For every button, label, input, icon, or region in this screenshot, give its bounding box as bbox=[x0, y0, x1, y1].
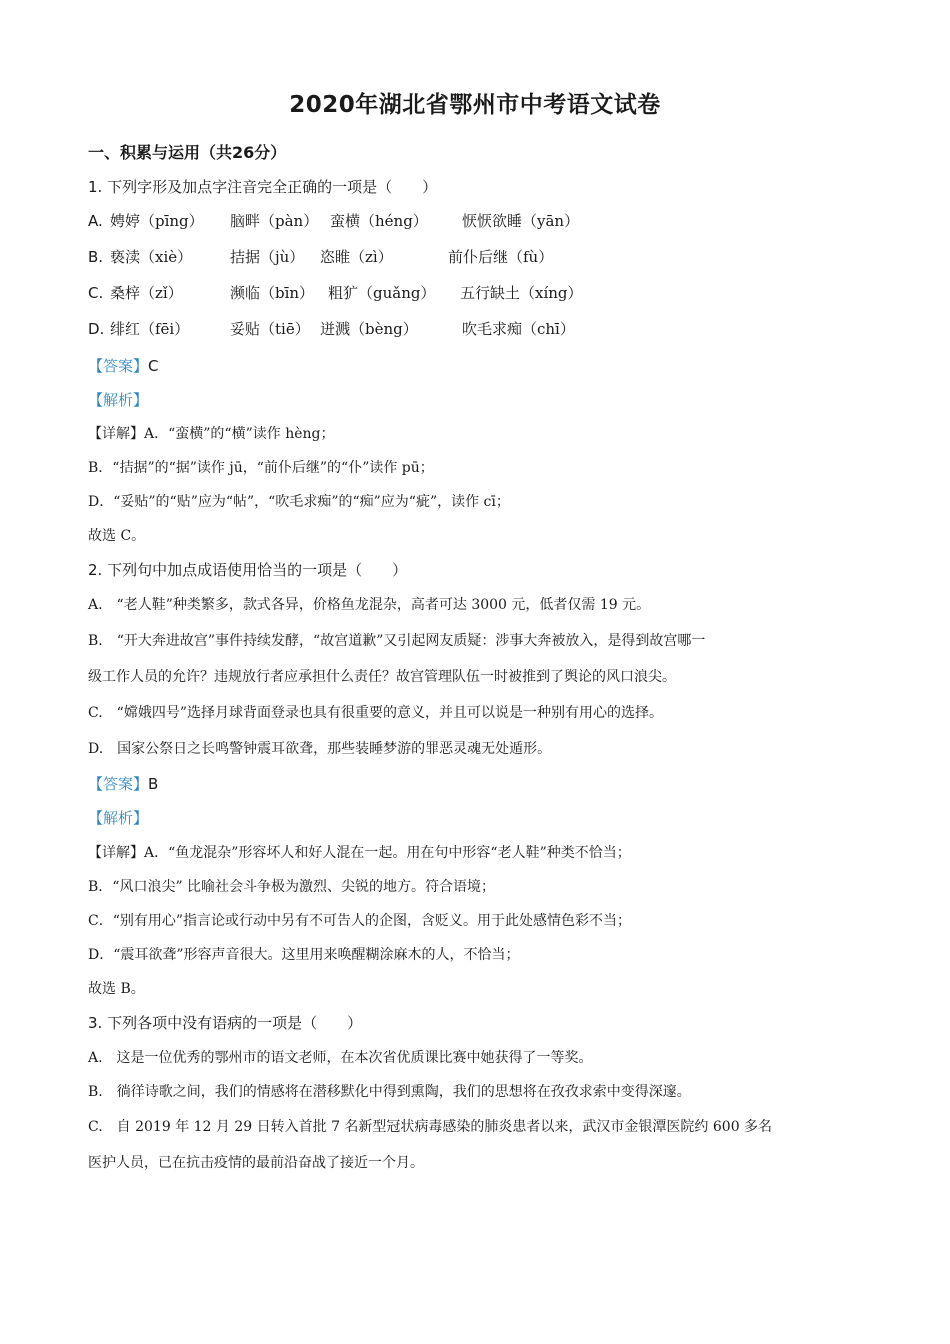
question-1-stem: 1. 下列字形及加点字注音完全正确的一项是（ ） bbox=[88, 178, 438, 196]
option-item: 娉婷（pīng） bbox=[110, 212, 204, 230]
option-item: 桑梓（zǐ） bbox=[110, 284, 183, 302]
option-item: 亵渎（xiè） bbox=[110, 248, 193, 266]
option-label: D. bbox=[88, 320, 105, 338]
q2-option: D. 国家公祭日之长鸣警钟震耳欲聋，那些装睡梦游的罪恶灵魂无处遁形。 bbox=[88, 741, 552, 757]
q3-option-continued: 医护人员，已在抗击疫情的最前沿奋战了接近一个月。 bbox=[88, 1155, 424, 1171]
q2-option: A. “老人鞋”种类繁多，款式各异，价格鱼龙混杂，高者可达 3000 元，低者仅需 19 元。 bbox=[88, 597, 651, 613]
answer-value: C bbox=[148, 357, 159, 375]
q2-answer bbox=[88, 773, 870, 795]
answer-tag: 【答案】 bbox=[88, 775, 149, 793]
q1-detail-line: 【详解】A．“蛮横”的“横”读作 hèng； bbox=[88, 426, 335, 442]
option-item: 濒临（bīn） bbox=[230, 284, 315, 302]
option-item: 恣睢（zì） bbox=[320, 248, 393, 266]
q2-option: C. “嫦娥四号”选择月球背面登录也具有很重要的意义，并且可以说是一种别有用心的选择。 bbox=[88, 705, 663, 721]
q3-option: C. 自 2019 年 12 月 29 日转入首批 7 名新型冠状病毒感染的肺炎患者以来，武汉市金银潭医院约 600 多名 bbox=[88, 1119, 773, 1135]
q2-analysis-tag: 【解析】 bbox=[88, 809, 149, 827]
q2-option-continued: 级工作人员的允许？违规放行者应承担什么责任？故宫管理队伍一时被推到了舆论的风口浪尖。 bbox=[88, 669, 676, 685]
question-3-stem: 3. 下列各项中没有语病的一项是（ ） bbox=[88, 1014, 363, 1032]
q1-option-b bbox=[88, 246, 870, 268]
q1-option-d bbox=[88, 318, 870, 340]
q3-option: A. 这是一位优秀的鄂州市的语文老师，在本次省优质课比赛中她获得了一等奖。 bbox=[88, 1050, 593, 1066]
q1-detail-line: 故选 C。 bbox=[88, 528, 146, 544]
option-item: 前仆后继（fù） bbox=[448, 248, 554, 266]
page-title: 2020年湖北省鄂州市中考语文试卷 bbox=[289, 92, 661, 118]
option-item: 恹恹欲睡（yān） bbox=[462, 212, 580, 230]
q2-option: B. “开大奔进故宫”事件持续发酵，“故宫道歉”又引起网友质疑：涉事大奔被放入，是得到故宫哪一 bbox=[88, 633, 706, 649]
option-item: 吹毛求痴（chī） bbox=[462, 320, 575, 338]
answer-value: B bbox=[148, 775, 159, 793]
option-item: 迸溅（bèng） bbox=[320, 320, 418, 338]
question-2-stem: 2. 下列句中加点成语使用恰当的一项是（ ） bbox=[88, 561, 408, 579]
option-item: 五行缺土（xíng） bbox=[460, 284, 583, 302]
q2-detail-line: C．“别有用心”指言论或行动中另有不可告人的企图，含贬义。用于此处感情色彩不当； bbox=[88, 913, 632, 929]
q2-detail-line: D．“震耳欲聋”形容声音很大。这里用来唤醒糊涂麻木的人，不恰当； bbox=[88, 947, 520, 963]
option-item: 绯红（fēi） bbox=[110, 320, 190, 338]
answer-tag: 【答案】 bbox=[88, 357, 149, 375]
section-heading: 一、积累与运用（共26分） bbox=[88, 143, 287, 162]
q2-detail-line: 故选 B。 bbox=[88, 981, 145, 997]
option-label: B. bbox=[88, 248, 104, 266]
q1-answer bbox=[88, 355, 870, 377]
option-item: 拮据（jù） bbox=[230, 248, 305, 266]
q1-detail-line: B．“拮据”的“据”读作 jū，“前仆后继”的“仆”读作 pū； bbox=[88, 460, 434, 476]
option-item: 粗犷（guǎng） bbox=[328, 284, 436, 302]
q1-option-a bbox=[88, 210, 870, 232]
option-label: C. bbox=[88, 284, 104, 302]
option-item: 脑畔（pàn） bbox=[230, 212, 319, 230]
option-label: A. bbox=[88, 212, 103, 230]
q3-option: B. 徜徉诗歌之间，我们的情感将在潜移默化中得到熏陶，我们的思想将在孜孜求索中变得深邃。 bbox=[88, 1084, 691, 1100]
q2-detail-line: 【详解】A．“鱼龙混杂”形容坏人和好人混在一起。用在句中形容“老人鞋”种类不恰当； bbox=[88, 845, 631, 861]
option-item: 妥贴（tiē） bbox=[230, 320, 310, 338]
q1-detail-line: D．“妥贴”的“贴”应为“帖”，“吹毛求痴”的“痴”应为“疵”，读作 cī； bbox=[88, 494, 510, 510]
q1-option-c bbox=[88, 282, 870, 304]
option-item: 蛮横（héng） bbox=[330, 212, 428, 230]
q2-detail-line: B．“风口浪尖” 比喻社会斗争极为激烈、尖锐的地方。符合语境； bbox=[88, 879, 496, 895]
q1-analysis-tag: 【解析】 bbox=[88, 391, 149, 409]
